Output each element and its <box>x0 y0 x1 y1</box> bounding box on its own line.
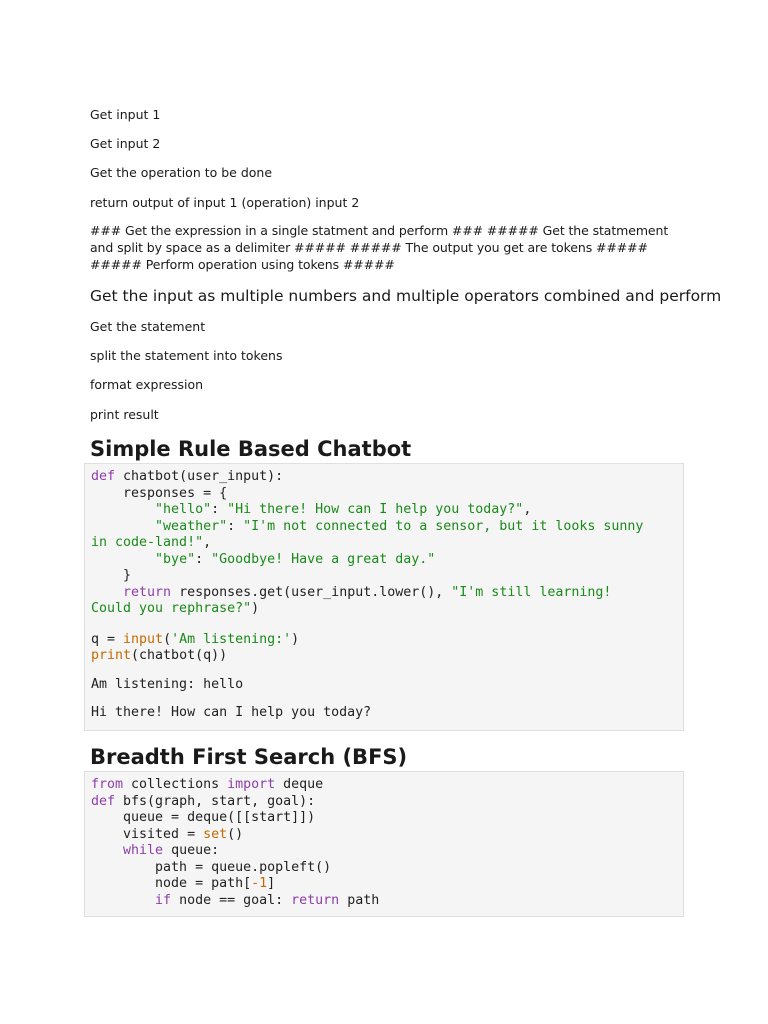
code-string: in code-land!" <box>91 535 204 550</box>
code-string: "bye" <box>155 551 196 567</box>
paragraph-expression-notes: ### Get the expression in a single statment and perform ### ##### Get the statmement and split by space as a delimiter ##### ##### The output you get are tokens ##### ##### Perform operation using tokens ##### <box>90 223 669 272</box>
code-output-line: Am listening: hello <box>91 676 244 692</box>
paragraph-return-output: return output of input 1 (operation) input 2 <box>90 195 360 210</box>
code-text: q = <box>91 631 124 647</box>
code-text: ( <box>163 631 172 647</box>
code-line <box>91 519 683 536</box>
code-keyword: def <box>91 469 116 484</box>
code-indent <box>91 585 123 600</box>
code-text: queue = deque([[start]]) <box>91 810 316 825</box>
code-keyword: def <box>91 793 116 809</box>
code-line <box>91 648 683 665</box>
code-string: Could you rephrase?" <box>91 601 252 616</box>
code-text: (chatbot(q)) <box>131 648 228 663</box>
paragraph-get-input-2: Get input 2 <box>90 136 161 151</box>
code-line <box>91 601 683 618</box>
code-builtin: print <box>91 648 132 663</box>
code-string: "hello" <box>155 502 212 517</box>
code-string: "I'm not connected to a sensor, but it looks sunny <box>243 518 644 534</box>
code-text: , <box>523 502 532 517</box>
code-line <box>91 535 683 552</box>
code-string: "Hi there! How can I help you today?" <box>227 502 524 517</box>
code-output-line: Hi there! How can I help you today? <box>91 705 372 720</box>
code-keyword: from <box>91 777 124 792</box>
code-line <box>91 568 683 585</box>
code-keyword: return <box>291 892 340 908</box>
code-text: responses.get(user_input.lower(), <box>171 584 452 600</box>
paragraph-get-statement: Get the statement <box>90 319 206 334</box>
section-heading-bfs: Breadth First Search (BFS) <box>90 745 408 769</box>
code-text: responses = { <box>91 485 228 501</box>
code-text: bfs(graph, start, goal): <box>115 793 316 809</box>
code-string: "I'm still learning! <box>451 584 612 600</box>
subheading-multiple-operators: Get the input as multiple numbers and multiple operators combined and perform <box>90 287 722 305</box>
code-number: -1 <box>251 876 268 891</box>
code-text: } <box>91 568 132 583</box>
code-text: : <box>211 502 228 517</box>
code-indent <box>91 502 155 517</box>
code-text: : <box>195 551 212 567</box>
code-line <box>91 486 683 503</box>
code-string: 'Am listening:' <box>171 631 292 647</box>
code-text: chatbot(user_input): <box>115 469 284 484</box>
code-line <box>91 860 683 877</box>
code-text: deque <box>275 777 324 792</box>
code-line <box>91 777 683 794</box>
code-text: path = queue.popleft() <box>91 859 332 875</box>
code-line <box>91 585 683 602</box>
code-line <box>91 827 683 844</box>
code-text: node = path[ <box>91 876 252 891</box>
paragraph-get-input-1: Get input 1 <box>90 107 161 122</box>
code-text: ) <box>291 631 300 647</box>
code-line <box>91 794 683 811</box>
code-string: "weather" <box>155 518 228 534</box>
code-line <box>91 502 683 519</box>
code-text: queue: <box>163 843 220 858</box>
code-indent <box>91 893 155 908</box>
code-text: ) <box>251 601 260 616</box>
code-builtin: input <box>123 631 164 647</box>
paragraph-print-result: print result <box>90 407 159 422</box>
code-indent <box>91 552 155 567</box>
code-keyword: while <box>123 843 164 858</box>
code-text: () <box>227 826 244 842</box>
code-text: collections <box>123 777 228 792</box>
code-line <box>91 843 683 860</box>
code-block-bfs <box>84 771 684 917</box>
paragraph-get-operation: Get the operation to be done <box>90 165 273 180</box>
paragraph-split-tokens: split the statement into tokens <box>90 348 283 363</box>
code-text: , <box>203 535 212 550</box>
code-indent <box>91 843 123 858</box>
code-line <box>91 810 683 827</box>
code-keyword: return <box>123 584 172 600</box>
code-text: visited = <box>91 826 204 842</box>
code-text: node == goal: <box>171 892 292 908</box>
code-keyword: if <box>155 892 172 908</box>
code-text: ] <box>267 876 276 891</box>
section-heading-chatbot: Simple Rule Based Chatbot <box>90 437 412 461</box>
code-line <box>91 632 683 649</box>
code-line <box>91 469 683 486</box>
code-line <box>91 893 683 910</box>
code-text: path <box>339 892 380 908</box>
code-keyword: import <box>227 777 276 792</box>
paragraph-format-expression: format expression <box>90 377 204 392</box>
code-builtin: set <box>203 826 228 842</box>
code-string: "Goodbye! Have a great day." <box>211 551 436 567</box>
code-text: : <box>227 518 244 534</box>
code-block-chatbot <box>84 463 684 731</box>
code-line <box>91 552 683 569</box>
code-indent <box>91 519 155 534</box>
code-line <box>91 876 683 893</box>
